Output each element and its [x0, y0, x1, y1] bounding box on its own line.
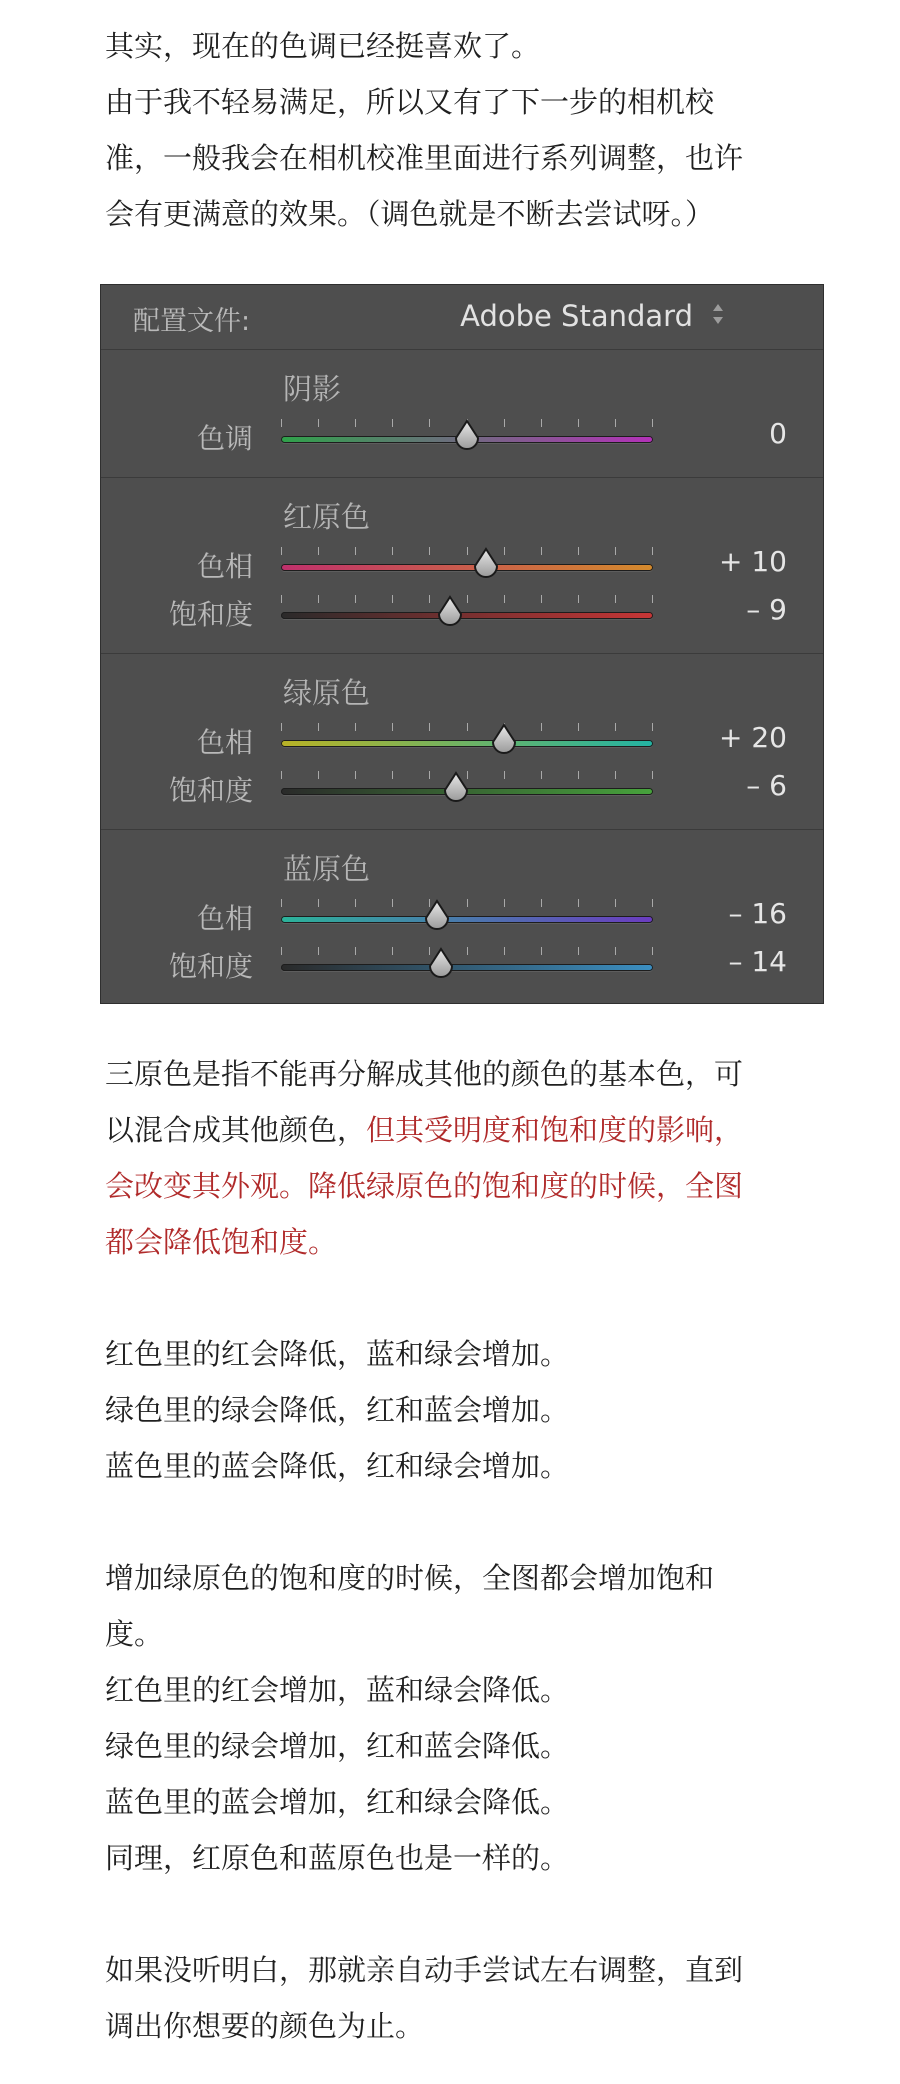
slider-value[interactable]: – 16	[728, 897, 787, 930]
closing-line: 调出你想要的颜色为止。	[105, 2009, 425, 2043]
slider-thumb[interactable]	[423, 899, 451, 933]
slider-label: 色相	[196, 902, 253, 935]
closing-paragraph	[105, 1942, 825, 2054]
slider-value[interactable]: – 6	[746, 769, 787, 802]
slider[interactable]	[281, 899, 653, 933]
slider-value[interactable]: 0	[769, 417, 787, 450]
decrease-paragraph	[105, 1326, 825, 1494]
slider-row	[101, 415, 823, 455]
highlight-text: 都会降低饱和度。	[105, 1225, 338, 1259]
explain-text: 以混合成其他颜色，	[105, 1113, 367, 1147]
slider-thumb[interactable]	[427, 947, 455, 981]
increase-line: 同理，红原色和蓝原色也是一样的。	[105, 1841, 570, 1875]
decrease-line: 绿色里的绿会降低，红和蓝会增加。	[105, 1393, 570, 1427]
highlight-text: 会改变其外观。降低绿原色的饱和度的时候，全图	[105, 1169, 744, 1203]
shadows-section	[101, 349, 823, 478]
section-title: 绿原色	[283, 676, 371, 710]
slider-ticks	[281, 947, 653, 955]
slider-value[interactable]: – 9	[746, 593, 787, 626]
closing-line: 如果没听明白，那就亲自动手尝试左右调整，直到	[105, 1953, 744, 1987]
slider-label: 饱和度	[168, 598, 253, 631]
explain-paragraph	[105, 1046, 825, 1270]
increase-line: 红色里的红会增加，蓝和绿会降低。	[105, 1673, 570, 1707]
slider-value[interactable]: – 14	[728, 945, 787, 978]
profile-label: 配置文件:	[133, 306, 251, 337]
slider[interactable]	[281, 723, 653, 757]
camera-calibration-panel	[100, 284, 824, 1004]
explain-line: 三原色是指不能再分解成其他的颜色的基本色，可	[105, 1057, 744, 1091]
slider-row	[101, 767, 823, 807]
slider-row	[101, 591, 823, 631]
slider-label: 色相	[196, 550, 253, 583]
slider-track[interactable]	[281, 964, 653, 971]
slider-track[interactable]	[281, 916, 653, 923]
blue-primary-section	[101, 829, 823, 1003]
slider-ticks	[281, 899, 653, 907]
slider-thumb[interactable]	[436, 595, 464, 629]
slider-label: 色相	[196, 726, 253, 759]
section-title: 红原色	[283, 500, 371, 534]
intro-line: 准，一般我会在相机校准里面进行系列调整，也许	[105, 141, 744, 175]
slider-ticks	[281, 547, 653, 555]
increase-paragraph	[105, 1550, 825, 1886]
section-title: 阴影	[283, 372, 342, 406]
explain-line	[105, 1102, 825, 1158]
slider-track[interactable]	[281, 564, 653, 571]
increase-line: 增加绿原色的饱和度的时候，全图都会增加饱和	[105, 1561, 715, 1595]
slider[interactable]	[281, 947, 653, 981]
red-primary-section	[101, 477, 823, 654]
slider-label: 色调	[196, 422, 253, 455]
slider-label: 饱和度	[168, 950, 253, 983]
decrease-line: 蓝色里的蓝会降低，红和绿会增加。	[105, 1449, 570, 1483]
slider-thumb[interactable]	[453, 419, 481, 453]
intro-line: 会有更满意的效果。（调色就是不断去尝试呀。）	[105, 197, 715, 231]
increase-line: 度。	[105, 1617, 164, 1651]
slider-label: 饱和度	[168, 774, 253, 807]
section-title: 蓝原色	[283, 852, 371, 886]
slider[interactable]	[281, 595, 653, 629]
slider-track[interactable]	[281, 740, 653, 747]
intro-line: 其实，现在的色调已经挺喜欢了。	[105, 29, 541, 63]
decrease-line: 红色里的红会降低，蓝和绿会增加。	[105, 1337, 570, 1371]
profile-select[interactable]: Adobe Standard	[460, 299, 693, 333]
slider-row	[101, 943, 823, 983]
profile-row	[101, 285, 823, 350]
slider-row	[101, 895, 823, 935]
slider-value[interactable]: + 10	[719, 545, 787, 578]
slider-ticks	[281, 723, 653, 731]
slider-value[interactable]: + 20	[719, 721, 787, 754]
slider-row	[101, 543, 823, 583]
increase-line: 蓝色里的蓝会增加，红和绿会降低。	[105, 1785, 570, 1819]
slider-thumb[interactable]	[472, 547, 500, 581]
slider-thumb[interactable]	[442, 771, 470, 805]
highlight-text: 但其受明度和饱和度的影响，	[366, 1113, 744, 1147]
slider[interactable]	[281, 771, 653, 805]
updown-arrows-icon[interactable]	[711, 299, 725, 329]
green-primary-section	[101, 653, 823, 830]
slider-ticks	[281, 595, 653, 603]
slider[interactable]	[281, 419, 653, 453]
slider-track[interactable]	[281, 612, 653, 619]
intro-paragraph	[105, 18, 825, 242]
intro-line: 由于我不轻易满足，所以又有了下一步的相机校	[105, 85, 715, 119]
slider[interactable]	[281, 547, 653, 581]
slider-row	[101, 719, 823, 759]
increase-line: 绿色里的绿会增加，红和蓝会降低。	[105, 1729, 570, 1763]
slider-thumb[interactable]	[490, 723, 518, 757]
